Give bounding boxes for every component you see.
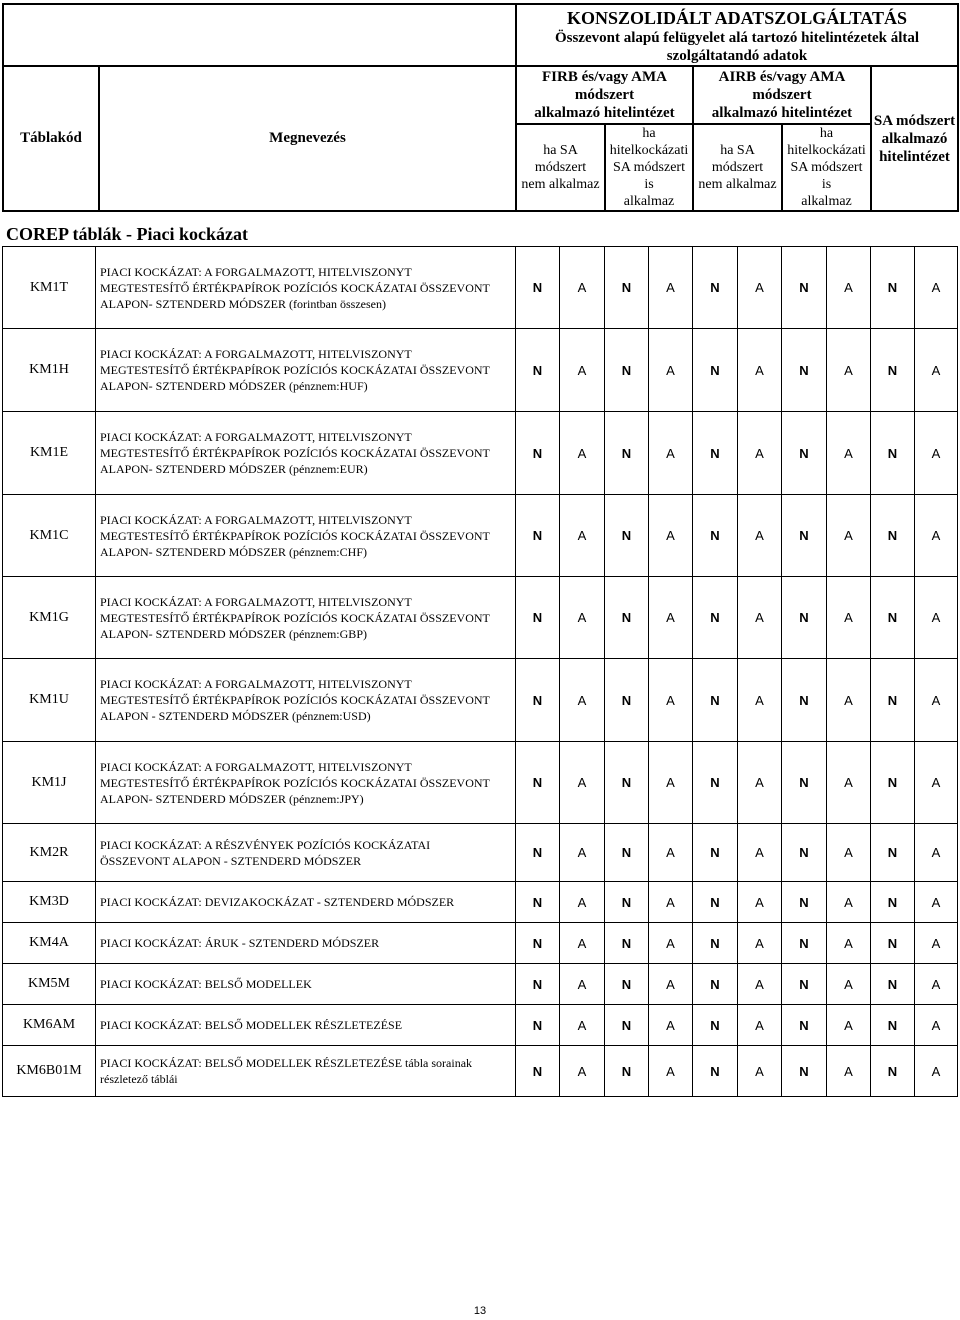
table-row [3, 247, 958, 329]
table-value: N [605, 659, 649, 742]
table-value: N [693, 577, 738, 659]
table-value: N [516, 495, 560, 577]
table-value: N [782, 247, 827, 329]
table-value: N [693, 495, 738, 577]
sa-line2: alkalmazó [881, 130, 948, 147]
table-name [96, 412, 516, 495]
table-value: N [871, 1005, 915, 1046]
table-value: A [915, 882, 958, 923]
table-value: A [560, 247, 605, 329]
table-name [96, 659, 516, 742]
table-value: A [649, 329, 693, 412]
table-value: A [915, 412, 958, 495]
table-name-line: MEGTESTESÍTŐ ÉRTÉKPAPÍROK POZÍCIÓS KOCKÁZATAI ÖSSZEVONT [100, 280, 490, 295]
table-value: A [827, 1046, 871, 1097]
table-row [3, 412, 958, 495]
table-value: N [782, 1046, 827, 1097]
table-name [96, 577, 516, 659]
table-value: A [915, 742, 958, 824]
table-value: N [782, 495, 827, 577]
table-name-line: ALAPON - SZTENDERD MÓDSZER (pénznem:USD) [100, 709, 371, 723]
airb-line1: AIRB és/vagy AMA módszert [718, 69, 846, 103]
table-code: KM1U [3, 659, 96, 742]
table-value: A [560, 882, 605, 923]
table-value: N [516, 1005, 560, 1046]
table-value: A [827, 412, 871, 495]
table-name [96, 495, 516, 577]
table-name-line: PIACI KOCKÁZAT: A FORGALMAZOTT, HITELVISZONYT [100, 594, 412, 609]
table-value: A [738, 742, 782, 824]
table-value: A [649, 1046, 693, 1097]
table-value: N [516, 329, 560, 412]
table-name [96, 923, 516, 964]
table-value: N [605, 964, 649, 1005]
table-value: A [827, 329, 871, 412]
table-value: N [693, 412, 738, 495]
table-value: N [782, 412, 827, 495]
sub-is-line2: SA módszert is [613, 160, 685, 192]
table-value: N [516, 824, 560, 882]
table-row [3, 1005, 958, 1046]
table-value: A [560, 495, 605, 577]
table-value: A [915, 659, 958, 742]
table-value: A [827, 577, 871, 659]
table-value: N [871, 964, 915, 1005]
table-value: A [738, 964, 782, 1005]
table-name [96, 329, 516, 412]
table-value: A [560, 1046, 605, 1097]
table-value: N [605, 1005, 649, 1046]
table-value: A [649, 1005, 693, 1046]
sa-line3: hitelintézet [879, 148, 950, 165]
table-value: A [738, 923, 782, 964]
group-header-firb [516, 66, 693, 124]
subheader-firb-is [605, 124, 693, 211]
table-code: KM1E [3, 412, 96, 495]
table-name [96, 247, 516, 329]
table-value: N [782, 577, 827, 659]
table-value: A [915, 964, 958, 1005]
table-value: A [738, 412, 782, 495]
section-title: COREP táblák - Piaci kockázat [6, 224, 248, 244]
table-name-line: PIACI KOCKÁZAT: A FORGALMAZOTT, HITELVISZONYT [100, 677, 412, 691]
table-code: KM3D [3, 882, 96, 923]
table-name [96, 1046, 516, 1097]
table-value: N [782, 964, 827, 1005]
table-name-line: PIACI KOCKÁZAT: A RÉSZVÉNYEK POZÍCIÓS KOCKÁZATAI [100, 837, 431, 852]
table-name-line: ALAPON- SZTENDERD MÓDSZER (pénznem:JPY) [100, 791, 364, 806]
table-value: N [516, 964, 560, 1005]
table-value: N [871, 412, 915, 495]
table-value: A [738, 247, 782, 329]
table-name-line: PIACI KOCKÁZAT: A FORGALMAZOTT, HITELVISZONYT [100, 512, 412, 527]
table-name-line: ALAPON- SZTENDERD MÓDSZER (pénznem:HUF) [100, 379, 368, 393]
table-code: KM1C [3, 495, 96, 577]
table-name-line: PIACI KOCKÁZAT: A FORGALMAZOTT, HITELVISZONYT [100, 264, 412, 279]
table-value: A [560, 923, 605, 964]
table-row [3, 923, 958, 964]
table-value: N [605, 495, 649, 577]
table-name-line: MEGTESTESÍTŐ ÉRTÉKPAPÍROK POZÍCIÓS KOCKÁZATAI ÖSSZEVONT [100, 528, 490, 543]
table-value: A [649, 495, 693, 577]
table-value: A [827, 964, 871, 1005]
table-value: A [827, 824, 871, 882]
table-value: N [871, 659, 915, 742]
table-name-line: MEGTESTESÍTŐ ÉRTÉKPAPÍROK POZÍCIÓS KOCKÁZATAI ÖSSZEVONT [100, 363, 490, 377]
table-name-line: MEGTESTESÍTŐ ÉRTÉKPAPÍROK POZÍCIÓS KOCKÁZATAI ÖSSZEVONT [100, 693, 490, 707]
sub-is-line3: alkalmaz [801, 194, 852, 209]
table-row [3, 824, 958, 882]
sub-is-line2: SA módszert is [790, 160, 863, 192]
table-row [3, 882, 958, 923]
corep-table [2, 246, 958, 1097]
table-value: A [738, 1005, 782, 1046]
header-blank [3, 4, 516, 66]
column-header-megnevezes: Megnevezés [99, 66, 516, 211]
table-value: N [605, 742, 649, 824]
table-value: A [649, 577, 693, 659]
table-value: A [649, 824, 693, 882]
table-value: A [560, 1005, 605, 1046]
table-value: N [605, 412, 649, 495]
table-value: A [738, 882, 782, 923]
table-value: A [560, 412, 605, 495]
table-name-line: PIACI KOCKÁZAT: BELSŐ MODELLEK [100, 977, 312, 991]
table-code: KM5M [3, 964, 96, 1005]
table-value: N [782, 882, 827, 923]
table-value: A [649, 923, 693, 964]
table-value: N [782, 659, 827, 742]
table-value: N [871, 577, 915, 659]
table-value: N [605, 1046, 649, 1097]
sub-nem-line2: nem alkalmaz [698, 177, 777, 192]
page-subtitle-line1: Összevont alapú felügyelet alá tartozó hitelintézetek által [554, 30, 920, 46]
table-value: A [649, 742, 693, 824]
table-code: KM4A [3, 923, 96, 964]
table-code: KM1H [3, 329, 96, 412]
table-value: A [915, 1005, 958, 1046]
table-value: N [605, 577, 649, 659]
table-value: A [915, 824, 958, 882]
table-value: A [649, 882, 693, 923]
table-value: N [782, 923, 827, 964]
table-value: N [516, 1046, 560, 1097]
table-value: N [871, 329, 915, 412]
subheader-firb-nem [516, 124, 605, 211]
table-name-line: ALAPON- SZTENDERD MÓDSZER (pénznem:CHF) [100, 544, 367, 559]
group-header-airb [693, 66, 871, 124]
table-value: A [649, 964, 693, 1005]
table-value: N [871, 923, 915, 964]
table-value: A [915, 923, 958, 964]
table-code: KM6B01M [3, 1046, 96, 1097]
table-name-line: ÖSSZEVONT ALAPON - SZTENDERD MÓDSZER [100, 853, 362, 868]
header-title-cell [516, 4, 958, 66]
table-name [96, 1005, 516, 1046]
table-value: N [605, 923, 649, 964]
subheader-airb-nem [693, 124, 782, 211]
table-code: KM2R [3, 824, 96, 882]
table-value: A [827, 1005, 871, 1046]
table-name [96, 742, 516, 824]
table-value: A [560, 577, 605, 659]
table-row [3, 577, 958, 659]
table-value: A [738, 824, 782, 882]
table-value: A [560, 964, 605, 1005]
table-value: N [516, 882, 560, 923]
table-value: A [827, 882, 871, 923]
page-number: 13 [473, 1305, 487, 1317]
table-row [3, 964, 958, 1005]
table-value: A [649, 659, 693, 742]
airb-line2: alkalmazó hitelintézet [711, 105, 853, 121]
table-value: N [693, 964, 738, 1005]
table-value: N [516, 659, 560, 742]
table-value: A [915, 329, 958, 412]
table-value: N [516, 412, 560, 495]
page-subtitle-line2: szolgáltatandó adatok [666, 48, 808, 64]
table-code: KM6AM [3, 1005, 96, 1046]
firb-line2: alkalmazó hitelintézet [534, 105, 675, 121]
table-value: N [605, 329, 649, 412]
table-value: A [827, 247, 871, 329]
table-value: A [827, 923, 871, 964]
table-value: N [693, 247, 738, 329]
table-value: N [782, 742, 827, 824]
table-value: A [827, 495, 871, 577]
sub-is-line1: ha hitelkockázati [609, 126, 689, 158]
table-name-line: ALAPON- SZTENDERD MÓDSZER (pénznem:GBP) [100, 626, 367, 641]
table-value: A [560, 329, 605, 412]
table-name [96, 882, 516, 923]
table-row [3, 742, 958, 824]
page-title: KONSZOLIDÁLT ADATSZOLGÁLTATÁS [567, 8, 907, 28]
table-value: A [827, 742, 871, 824]
table-value: A [827, 659, 871, 742]
table-value: N [516, 742, 560, 824]
table-name-line: MEGTESTESÍTŐ ÉRTÉKPAPÍROK POZÍCIÓS KOCKÁZATAI ÖSSZEVONT [100, 775, 490, 790]
sub-is-line3: alkalmaz [623, 194, 675, 209]
table-value: A [649, 247, 693, 329]
table-value: A [738, 659, 782, 742]
table-name-line: PIACI KOCKÁZAT: A FORGALMAZOTT, HITELVISZONYT [100, 430, 412, 444]
table-name-line: PIACI KOCKÁZAT: ÁRUK - SZTENDERD MÓDSZER [100, 936, 380, 950]
table-name-line: PIACI KOCKÁZAT: A FORGALMAZOTT, HITELVISZONYT [100, 759, 412, 774]
table-value: N [516, 923, 560, 964]
firb-line1: FIRB és/vagy AMA módszert [542, 69, 667, 103]
table-name [96, 824, 516, 882]
column-header-sa [871, 66, 958, 211]
table-value: N [693, 659, 738, 742]
table-value: N [782, 329, 827, 412]
header-table [2, 3, 959, 212]
table-name-line: részletező táblái [100, 1072, 178, 1086]
table-value: A [560, 659, 605, 742]
table-row [3, 1046, 958, 1097]
table-value: N [693, 329, 738, 412]
table-value: A [738, 577, 782, 659]
table-value: A [915, 247, 958, 329]
table-name-line: PIACI KOCKÁZAT: BELSŐ MODELLEK RÉSZLETEZÉSE [100, 1018, 403, 1032]
table-value: A [560, 824, 605, 882]
sub-is-line1: ha hitelkockázati [787, 126, 866, 158]
table-value: N [693, 824, 738, 882]
table-value: N [693, 923, 738, 964]
table-name-line: PIACI KOCKÁZAT: A FORGALMAZOTT, HITELVISZONYT [100, 347, 412, 361]
table-code: KM1J [3, 742, 96, 824]
table-value: N [871, 247, 915, 329]
table-name-line: PIACI KOCKÁZAT: BELSŐ MODELLEK RÉSZLETEZÉSE tábla sorainak [100, 1056, 473, 1070]
table-value: N [871, 742, 915, 824]
column-header-tablakod: Táblakód [3, 66, 99, 211]
table-value: N [605, 824, 649, 882]
table-value: N [693, 882, 738, 923]
table-value: N [871, 495, 915, 577]
subheader-airb-is [782, 124, 871, 211]
table-name-line: MEGTESTESÍTŐ ÉRTÉKPAPÍROK POZÍCIÓS KOCKÁZATAI ÖSSZEVONT [100, 610, 490, 625]
table-name-line: PIACI KOCKÁZAT: DEVIZAKOCKÁZAT - SZTENDERD MÓDSZER [100, 895, 455, 909]
sub-nem-line2: nem alkalmaz [521, 177, 600, 192]
table-value: A [738, 495, 782, 577]
table-value: N [516, 577, 560, 659]
table-value: N [782, 1005, 827, 1046]
table-value: N [516, 247, 560, 329]
table-row [3, 659, 958, 742]
table-value: N [871, 1046, 915, 1097]
table-value: N [605, 882, 649, 923]
table-code: KM1G [3, 577, 96, 659]
table-name-line: ALAPON- SZTENDERD MÓDSZER (forintban összesen) [100, 296, 386, 311]
table-code: KM1T [3, 247, 96, 329]
sa-line1: SA módszert [873, 112, 956, 129]
table-value: A [738, 1046, 782, 1097]
table-value: A [649, 412, 693, 495]
table-value: N [871, 882, 915, 923]
table-value: A [915, 495, 958, 577]
table-name-line: MEGTESTESÍTŐ ÉRTÉKPAPÍROK POZÍCIÓS KOCKÁZATAI ÖSSZEVONT [100, 446, 490, 460]
table-row [3, 329, 958, 412]
table-value: N [693, 1046, 738, 1097]
table-value: A [915, 1046, 958, 1097]
table-name [96, 964, 516, 1005]
table-value: A [738, 329, 782, 412]
table-value: N [605, 247, 649, 329]
table-value: N [782, 824, 827, 882]
sub-nem-line1: ha SA módszert [534, 143, 587, 175]
table-value: A [560, 742, 605, 824]
table-row [3, 495, 958, 577]
sub-nem-line1: ha SA módszert [711, 143, 764, 175]
table-value: N [693, 742, 738, 824]
table-name-line: ALAPON- SZTENDERD MÓDSZER (pénznem:EUR) [100, 462, 368, 476]
table-value: N [693, 1005, 738, 1046]
table-value: N [871, 824, 915, 882]
table-value: A [915, 577, 958, 659]
